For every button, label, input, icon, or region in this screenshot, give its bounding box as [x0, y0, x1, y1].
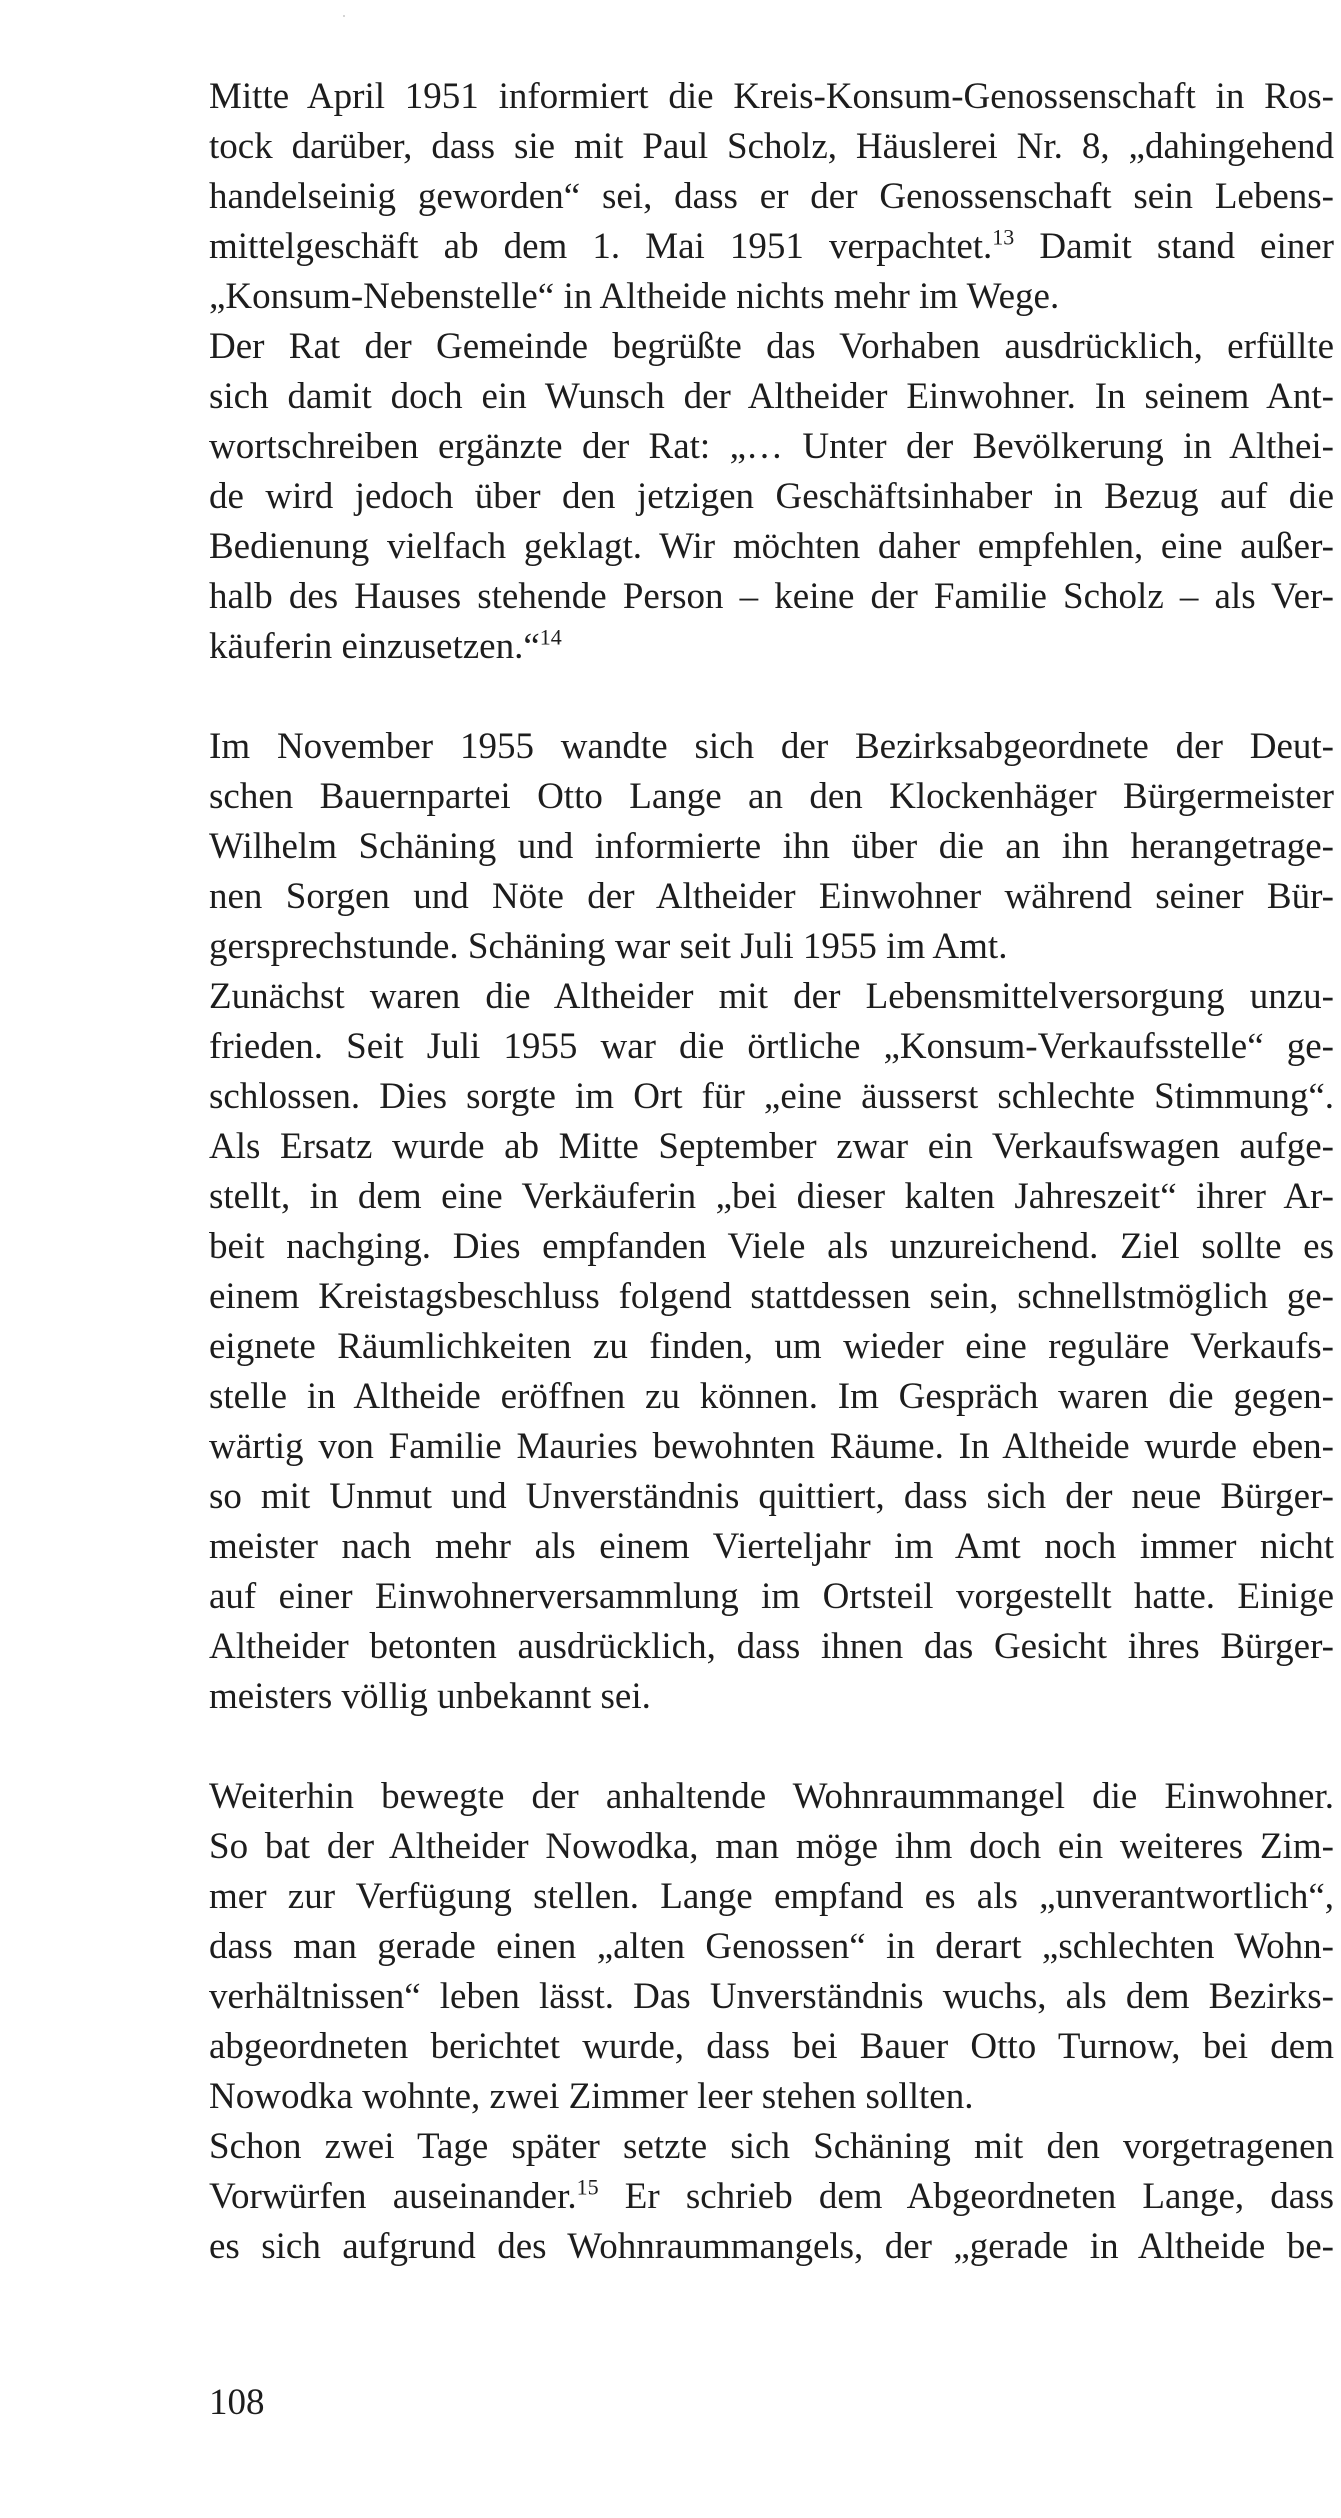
text-line [209, 1972, 1334, 2022]
text-line [209, 1122, 1334, 1172]
text-run: sich damit doch ein Wunsch der Altheider Einwohner. In seinem Ant- [209, 376, 1334, 417]
text-line [209, 722, 1334, 772]
text-line [209, 2122, 1334, 2172]
text-line [209, 572, 1334, 622]
text-run: „Konsum-Nebenstelle“ in Altheide nichts mehr im Wege. [209, 276, 1060, 317]
page-number: 108 [209, 2382, 265, 2423]
text-run: Bedienung vielfach geklagt. Wir möchten daher empfehlen, eine außer- [209, 526, 1334, 567]
scan-speck [343, 15, 345, 17]
text-line [209, 372, 1334, 422]
text-run: Vorwürfen auseinander. [209, 2176, 577, 2217]
text-run: beit nachging. Dies empfanden Viele als unzureichend. Ziel sollte es [209, 1226, 1334, 1267]
text-run: stellt, in dem eine Verkäuferin „bei dieser kalten Jahreszeit“ ihrer Ar- [209, 1176, 1334, 1217]
text-line [209, 1522, 1334, 1572]
text-run: Er schrieb dem Abgeordneten Lange, dass [598, 2176, 1334, 2217]
text-line [209, 1222, 1334, 1272]
paragraph-gap [209, 672, 1334, 722]
text-line [209, 472, 1334, 522]
text-line [209, 2172, 1334, 2222]
text-line [209, 922, 1334, 972]
text-line [209, 1372, 1334, 1422]
text-run: wortschreiben ergänzte der Rat: „… Unter der Bevölkerung in Althei- [209, 426, 1334, 467]
text-run: handelseinig geworden“ sei, dass er der Genossenschaft sein Lebens- [209, 176, 1334, 217]
text-line [209, 1422, 1334, 1472]
text-run: So bat der Altheider Nowodka, man möge ihm doch ein weiteres Zim- [209, 1826, 1334, 1867]
text-run: verhältnissen“ leben lässt. Das Unverständnis wuchs, als dem Bezirks- [209, 1976, 1334, 2017]
text-line [209, 1672, 1334, 1722]
text-run: halb des Hauses stehende Person – keine der Familie Scholz – als Ver- [209, 576, 1334, 617]
text-run: mittelgeschäft ab dem 1. Mai 1951 verpachtet. [209, 226, 993, 267]
text-run: meisters völlig unbekannt sei. [209, 1676, 651, 1717]
text-line [209, 2022, 1334, 2072]
text-run: es sich aufgrund des Wohnraummangels, der „gerade in Altheide be- [209, 2226, 1334, 2267]
text-line [209, 1872, 1334, 1922]
text-run: Altheider betonten ausdrücklich, dass ihnen das Gesicht ihres Bürger- [209, 1626, 1334, 1667]
text-run: Als Ersatz wurde ab Mitte September zwar ein Verkaufswagen aufge- [209, 1126, 1334, 1167]
text-line [209, 1322, 1334, 1372]
text-line [209, 1622, 1334, 1672]
text-run: käuferin einzusetzen.“ [209, 626, 540, 667]
text-run: nen Sorgen und Nöte der Altheider Einwohner während seiner Bür- [209, 876, 1334, 917]
text-line [209, 172, 1334, 222]
text-line [209, 1072, 1334, 1122]
text-run: wärtig von Familie Mauries bewohnten Räume. In Altheide wurde eben- [209, 1426, 1334, 1467]
text-run: Der Rat der Gemeinde begrüßte das Vorhaben ausdrücklich, erfüllte [209, 326, 1334, 367]
text-run: eignete Räumlichkeiten zu finden, um wieder eine reguläre Verkaufs- [209, 1326, 1334, 1367]
text-line [209, 222, 1334, 272]
text-run: auf einer Einwohnerversammlung im Ortsteil vorgestellt hatte. Einige [209, 1576, 1334, 1617]
text-line [209, 622, 1334, 672]
text-run: meister nach mehr als einem Vierteljahr im Amt noch immer nicht [209, 1526, 1334, 1567]
text-line [209, 972, 1334, 1022]
text-run: Mitte April 1951 informiert die Kreis-Konsum-Genossenschaft in Ros- [209, 76, 1334, 117]
text-line [209, 1922, 1334, 1972]
text-run: gersprechstunde. Schäning war seit Juli 1955 im Amt. [209, 926, 1008, 967]
text-line [209, 322, 1334, 372]
text-run: so mit Unmut und Unverständnis quittiert, dass sich der neue Bürger- [209, 1476, 1334, 1517]
text-line [209, 872, 1334, 922]
paragraph-gap [209, 1722, 1334, 1772]
text-line [209, 1022, 1334, 1072]
text-run: stelle in Altheide eröffnen zu können. Im Gespräch waren die gegen- [209, 1376, 1334, 1417]
text-run: Wilhelm Schäning und informierte ihn über die an ihn herangetrage- [209, 826, 1334, 867]
text-line [209, 2222, 1334, 2272]
text-line [209, 522, 1334, 572]
text-run: Weiterhin bewegte der anhaltende Wohnraummangel die Einwohner. [209, 1776, 1334, 1817]
text-run: Schon zwei Tage später setzte sich Schäning mit den vorgetragenen [209, 2126, 1334, 2167]
text-run: dass man gerade einen „alten Genossen“ in derart „schlechten Wohn- [209, 1926, 1334, 1967]
text-run: Nowodka wohnte, zwei Zimmer leer stehen sollten. [209, 2076, 974, 2117]
text-run: schen Bauernpartei Otto Lange an den Klockenhäger Bürgermeister [209, 776, 1334, 817]
text-run: de wird jedoch über den jetzigen Geschäftsinhaber in Bezug auf die [209, 476, 1334, 517]
text-line [209, 122, 1334, 172]
body-text [209, 72, 1334, 2272]
text-run: Damit stand einer [1014, 226, 1335, 267]
text-line [209, 1472, 1334, 1522]
text-run: frieden. Seit Juli 1955 war die örtliche „Konsum-Verkaufsstelle“ ge- [209, 1026, 1334, 1067]
text-run: Zunächst waren die Altheider mit der Lebensmittelversorgung unzu- [209, 976, 1334, 1017]
text-line [209, 1822, 1334, 1872]
text-run: abgeordneten berichtet wurde, dass bei Bauer Otto Turnow, bei dem [209, 2026, 1334, 2067]
footnote-marker: 14 [539, 624, 562, 650]
footnote-marker: 13 [992, 224, 1015, 250]
text-run: mer zur Verfügung stellen. Lange empfand es als „unverantwortlich“, [209, 1876, 1334, 1917]
text-line [209, 1272, 1334, 1322]
text-line [209, 772, 1334, 822]
text-line [209, 1572, 1334, 1622]
text-line [209, 1172, 1334, 1222]
text-line [209, 1772, 1334, 1822]
text-line [209, 422, 1334, 472]
text-run: einem Kreistagsbeschluss folgend stattdessen sein, schnellstmöglich ge- [209, 1276, 1334, 1317]
footnote-marker: 15 [576, 2174, 599, 2200]
text-run: Im November 1955 wandte sich der Bezirksabgeordnete der Deut- [209, 726, 1334, 767]
text-line [209, 72, 1334, 122]
text-run: tock darüber, dass sie mit Paul Scholz, Häuslerei Nr. 8, „dahingehend [209, 126, 1334, 167]
text-run: schlossen. Dies sorgte im Ort für „eine äusserst schlechte Stimmung“. [209, 1076, 1334, 1117]
text-line [209, 822, 1334, 872]
text-line [209, 272, 1334, 322]
text-line [209, 2072, 1334, 2122]
